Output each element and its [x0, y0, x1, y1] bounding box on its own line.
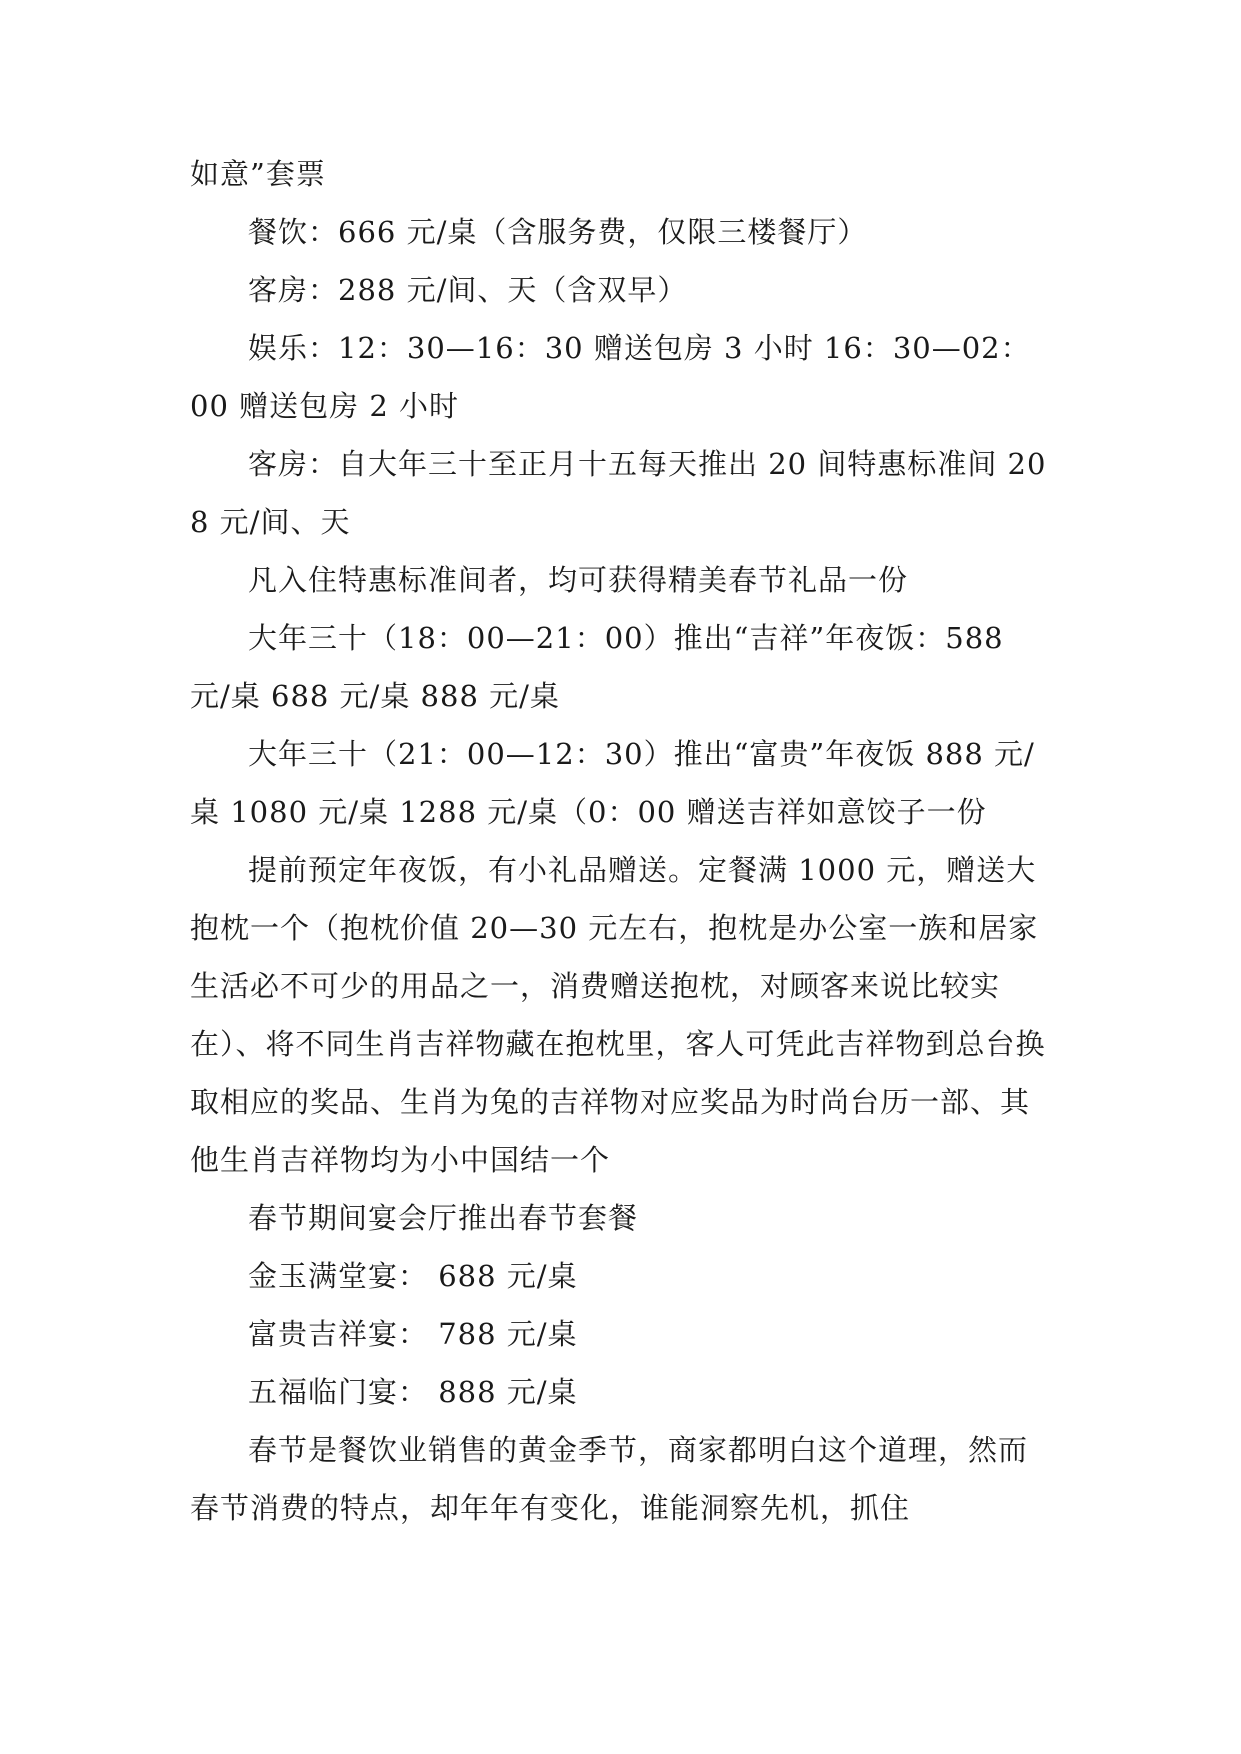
paragraph-banquet-wufu: 五福临门宴： 888 元/桌 [248, 1375, 578, 1409]
paragraph-entertainment: 娱乐：12：30—16：30 赠送包房 3 小时 16：30—02：00 赠送包房 2 小时 [190, 331, 1031, 423]
paragraph-room-special: 客房：自大年三十至正月十五每天推出 20 间特惠标准间 208 元/间、天 [190, 447, 1047, 539]
paragraph-conclusion: 春节是餐饮业销售的黄金季节，商家都明白这个道理，然而春节消费的特点，却年年有变化，谁能洞察先机，抓住 [190, 1433, 1029, 1525]
paragraph-banquet-jinyu: 金玉满堂宴： 688 元/桌 [248, 1259, 578, 1293]
paragraph-dining-price: 餐饮：666 元/桌（含服务费，仅限三楼餐厅） [248, 215, 868, 249]
paragraph-gift: 凡入住特惠标准间者，均可获得精美春节礼品一份 [248, 563, 909, 597]
paragraph-jixiang-dinner: 大年三十（18：00—21：00）推出“吉祥”年夜饭：588 元/桌 688 元/桌 888 元/桌 [190, 621, 1014, 713]
paragraph-ruyi-package: 如意”套票 [190, 157, 326, 191]
paragraph-preorder-gift: 提前预定年夜饭，有小礼品赠送。定餐满 1000 元，赠送大抱枕一个（抱枕价值 20—30 元左右，抱枕是办公室一族和居家生活必不可少的用品之一，消费赠送抱枕，对顾客来说比较实在）、将不同生肖吉祥物藏在抱枕里，客人可凭此吉祥物到总台换取相应的奖品、生肖为兔的吉祥物对应奖品为时尚台历一部、其他生肖吉祥物均为小中国结一个 [190, 853, 1046, 1177]
paragraph-banquet-intro: 春节期间宴会厅推出春节套餐 [248, 1201, 639, 1235]
paragraph-room-price: 客房：288 元/间、天（含双早） [248, 273, 688, 307]
paragraph-banquet-fugui: 富贵吉祥宴： 788 元/桌 [248, 1317, 578, 1351]
document-page [190, 145, 1050, 1537]
paragraph-fugui-dinner: 大年三十（21：00—12：30）推出“富贵”年夜饭 888 元/桌 1080 元/桌 1288 元/桌（0：00 赠送吉祥如意饺子一份 [190, 737, 1035, 829]
